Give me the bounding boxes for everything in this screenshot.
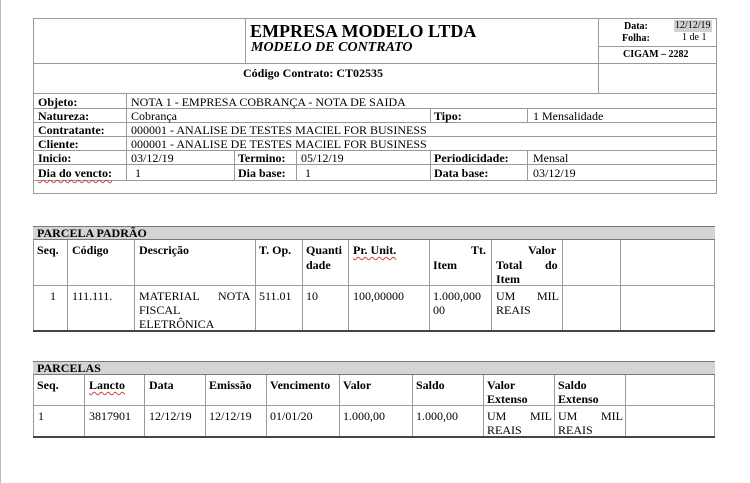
table-col-line [562,240,563,330]
company-name: EMPRESA MODELO LTDA [250,21,477,41]
pp-row-valor-2: REAIS [496,303,531,317]
p-head-data: Data [149,378,174,392]
p-row-valor-extenso-1: UM [487,409,507,423]
contract-code: Código Contrato: CT02535 [243,66,383,80]
pp-row-codigo: 111.111. [72,289,113,303]
date-label: Data: [624,21,648,32]
tipo-label: Tipo: [434,109,462,123]
table-col-line [266,375,267,436]
parcelas-title: PARCELAS [37,361,101,375]
table-col-line [302,240,303,330]
dia-base-label: Dia base: [238,166,286,180]
fields-col-line [430,150,431,180]
table-col-line [205,375,206,436]
pp-row-prunit: 100,00000 [353,289,404,303]
contratante-label: Contratante: [38,123,105,137]
p-row-lancto: 3817901 [89,409,131,423]
pp-row-descricao-1b: NOTA [218,289,251,303]
inicio-value: 03/12/19 [131,151,174,165]
sheet-value: 1 de 1 [682,32,707,43]
sheet-label: Folha: [622,33,650,44]
table-row-line [33,405,715,406]
pp-row-descricao-2: FISCAL [139,303,181,317]
p-head-saldo-extenso-2: Extenso [558,392,599,406]
table-bottom-line [33,330,715,332]
pp-row-valor-1b: MIL [537,289,559,303]
natureza-label: Natureza: [38,109,90,123]
table-row-line [33,285,715,286]
p-row-saldo-extenso-2: REAIS [558,423,593,437]
table-col-line [429,240,430,330]
header-code: CIGAM – 2282 [623,49,689,60]
p-row-saldo-extenso-1b: MIL [601,409,623,423]
table-col-line [483,375,484,436]
pp-head-ttitem-2: Item [433,258,457,272]
p-row-vencimento: 01/01/20 [270,409,313,423]
pp-head-descricao: Descrição [139,243,189,257]
pp-head-valor-3: Item [496,272,520,286]
dia-vencto-value: 1 [135,166,141,180]
data-base-label: Data base: [434,166,489,180]
pp-row-descricao-3: ELETRÔNICA [139,317,215,331]
tipo-value: 1 Mensalidade [533,109,604,123]
table-col-line [348,240,349,330]
fields-col-line [296,150,297,180]
pp-row-seq: 1 [50,289,56,303]
date-value: 12/12/19 [675,20,711,31]
periodicidade-value: Mensal [533,151,569,165]
dia-vencto-label: Dia do vencto: [38,166,112,180]
table-col-line [620,240,621,330]
p-head-valor-extenso-1: Valor [487,378,516,392]
p-head-saldo: Saldo [416,378,445,392]
pp-head-quant-2: dade [306,258,331,272]
table-bottom-line [33,436,715,438]
parcela-padrao-title: PARCELA PADRÃO [37,226,147,240]
document-type: MODELO DE CONTRATO [251,40,413,55]
dia-base-value: 1 [305,166,311,180]
fields-col-line [527,108,528,122]
cliente-label: Cliente: [38,137,79,151]
fields-col-line [527,150,528,180]
pp-head-valor-2: Total [496,258,523,272]
table-col-line [339,375,340,436]
objeto-value: NOTA 1 - EMPRESA COBRANÇA - NOTA DE SAIDA [131,95,406,109]
table-col-line [554,375,555,436]
page-left-edge [0,0,1,483]
pp-head-seq: Seq. [37,243,59,257]
contratante-value: 000001 - ANALISE DE TESTES MACIEL FOR BUSINESS [131,123,427,137]
pp-row-descricao-1: MATERIAL [139,289,200,303]
p-row-data: 12/12/19 [149,409,192,423]
fields-col-line [234,150,235,180]
inicio-label: Inicio: [38,151,72,165]
p-head-saldo-extenso-1: Saldo [558,378,587,392]
p-head-valor: Valor [343,378,372,392]
cliente-value: 000001 - ANALISE DE TESTES MACIEL FOR BUSINESS [131,137,427,151]
pp-head-top: T. Op. [259,243,292,257]
pp-row-top: 511.01 [259,289,292,303]
pp-head-ttitem-1: Tt. [471,243,486,257]
table-col-line [625,375,626,436]
p-head-vencimento: Vencimento [270,378,331,392]
table-col-line [255,240,256,330]
termino-label: Termino: [238,151,286,165]
termino-value: 05/12/19 [301,151,344,165]
pp-row-quant: 10 [306,289,318,303]
pp-head-valor-1: Valor [528,243,557,257]
p-head-emissao: Emissão [209,378,252,392]
p-row-emissao: 12/12/19 [209,409,252,423]
p-row-valor-extenso-2: REAIS [487,423,522,437]
objeto-label: Objeto: [38,95,78,109]
p-head-lancto: Lancto [89,378,125,392]
p-head-seq: Seq. [37,378,59,392]
periodicidade-label: Periodicidade: [434,151,509,165]
pp-head-quant-1: Quanti [306,243,343,257]
table-col-line [67,240,68,330]
header-divider-left [245,18,246,64]
pp-row-ttitem-2: 00 [433,303,445,317]
p-row-valor-extenso-1b: MIL [530,409,552,423]
fields-col-line [430,108,431,122]
table-col-line [144,375,145,436]
p-row-seq: 1 [38,409,44,423]
p-row-saldo: 1.000,00 [416,409,458,423]
natureza-value: Cobrança [131,109,177,123]
p-row-saldo-extenso-1: UM [558,409,578,423]
pp-row-valor-1: UM [496,289,516,303]
pp-head-codigo: Código [72,243,109,257]
pp-row-ttitem-1: 1.000,000 [433,289,481,303]
table-col-line [412,375,413,436]
parcelas-table [33,375,715,437]
table-col-line [491,240,492,330]
parcelas-bar [33,361,715,375]
pp-head-valor-2b: do [545,258,558,272]
data-base-value: 03/12/19 [533,166,576,180]
table-col-line [134,240,135,330]
table-col-line [84,375,85,436]
header-code-line [598,46,717,47]
fields-col-line [126,94,127,180]
pp-head-prunit: Pr. Unit. [353,243,397,257]
fields-row-line [33,180,717,181]
p-row-valor: 1.000,00 [343,409,385,423]
p-head-valor-extenso-2: Extenso [487,392,528,406]
